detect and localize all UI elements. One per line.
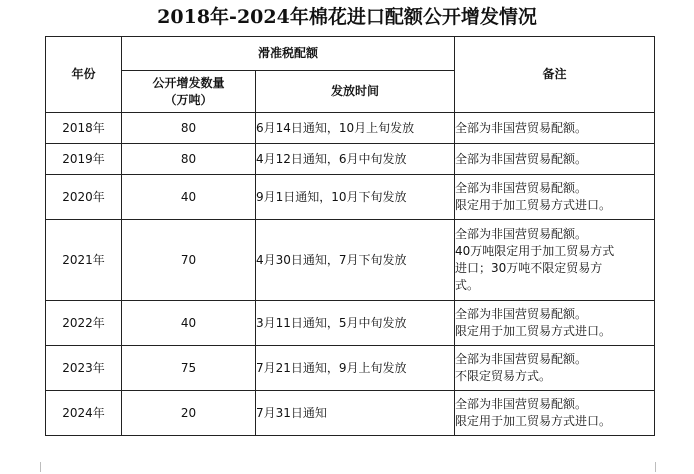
table-row [46, 301, 655, 346]
note-line: 式。 [455, 278, 480, 292]
header-quantity [122, 71, 256, 113]
cell-note [455, 391, 655, 436]
note-line: 全部为非国营贸易配额。 [455, 397, 588, 411]
note-line: 全部为非国营贸易配额。 [455, 120, 588, 135]
cell-issue-time: 4月30日通知，7月下旬发放 [256, 220, 455, 301]
table-row [46, 220, 655, 301]
header-year: 年份 [46, 37, 122, 113]
note-line: 40万吨限定用于加工贸易方式 [455, 244, 615, 258]
table-row [46, 391, 655, 436]
table-row [46, 175, 655, 220]
header-time: 发放时间 [256, 71, 455, 113]
cell-issue-time: 9月1日通知，10月下旬发放 [256, 175, 455, 220]
cell-note [455, 346, 655, 391]
cell-year: 2020年 [46, 175, 122, 220]
cell-quantity: 70 [122, 220, 256, 301]
cell-issue-time: 7月21日通知，9月上旬发放 [256, 346, 455, 391]
cell-issue-time: 7月31日通知 [256, 391, 455, 436]
header-quantity-line1: 公开增发数量 [152, 75, 225, 90]
note-line: 限定用于加工贸易方式进口。 [455, 324, 612, 338]
note-line: 全部为非国营贸易配额。 [455, 227, 588, 241]
note-line: 全部为非国营贸易配额。 [455, 151, 588, 166]
table-row [46, 144, 655, 175]
note-line: 全部为非国营贸易配额。 [455, 307, 588, 321]
table-row [46, 346, 655, 391]
note-line: 不限定贸易方式。 [455, 369, 552, 383]
cell-quantity: 40 [122, 301, 256, 346]
cotton-quota-table [45, 36, 655, 436]
cell-quantity: 20 [122, 391, 256, 436]
note-line: 进口；30万吨不限定贸易方 [455, 261, 603, 275]
cell-note [455, 301, 655, 346]
cell-year: 2023年 [46, 346, 122, 391]
cell-year: 2024年 [46, 391, 122, 436]
cell-issue-time: 3月11日通知，5月中旬发放 [256, 301, 455, 346]
cell-note [455, 175, 655, 220]
cell-quantity: 40 [122, 175, 256, 220]
cell-issue-time: 4月12日通知，6月中旬发放 [256, 144, 455, 175]
cell-note [455, 220, 655, 301]
cell-quantity: 75 [122, 346, 256, 391]
cell-year: 2022年 [46, 301, 122, 346]
cell-year: 2019年 [46, 144, 122, 175]
table-row [46, 113, 655, 144]
header-slide-tariff-quota: 滑准税配额 [122, 37, 455, 71]
page-corner-mark-left [30, 462, 41, 472]
note-line: 全部为非国营贸易配额。 [455, 181, 588, 195]
cell-year: 2018年 [46, 113, 122, 144]
note-line: 限定用于加工贸易方式进口。 [455, 198, 612, 212]
cell-note [455, 113, 655, 144]
header-note: 备注 [455, 37, 655, 113]
header-quantity-line2: （万吨） [164, 92, 213, 107]
cell-note [455, 144, 655, 175]
document-title: 2018年-2024年棉花进口配额公开增发情况 [157, 6, 537, 28]
cell-quantity: 80 [122, 144, 256, 175]
cell-year: 2021年 [46, 220, 122, 301]
note-line: 限定用于加工贸易方式进口。 [455, 414, 612, 428]
header-row-1 [46, 37, 655, 71]
note-line: 全部为非国营贸易配额。 [455, 352, 588, 366]
cell-issue-time: 6月14日通知，10月上旬发放 [256, 113, 455, 144]
cell-quantity: 80 [122, 113, 256, 144]
page-corner-mark-right [655, 462, 666, 472]
